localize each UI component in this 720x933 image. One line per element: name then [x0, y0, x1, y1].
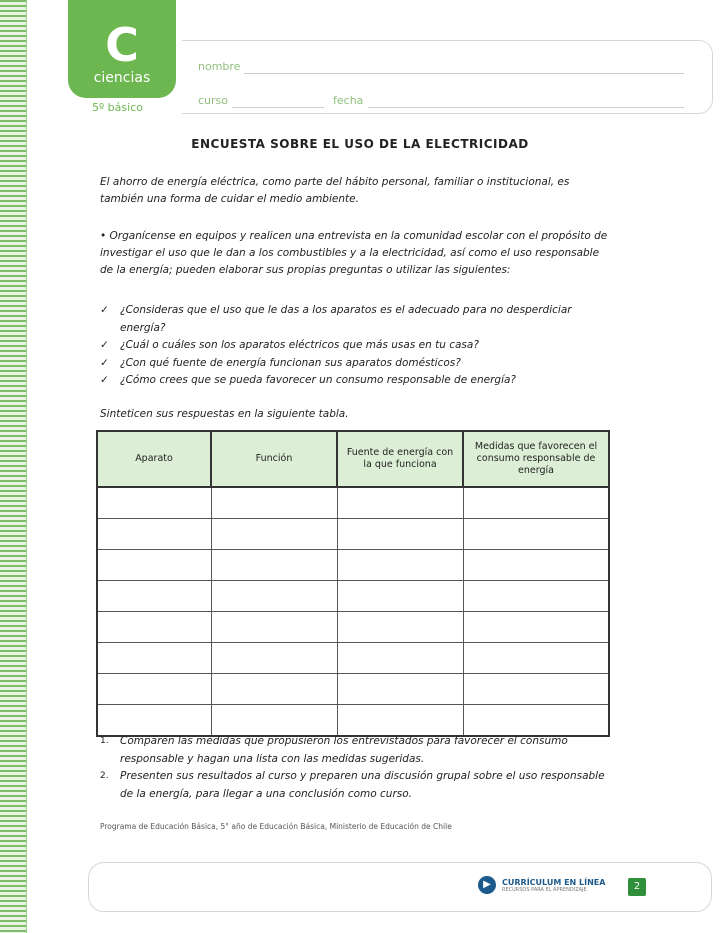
subject-badge	[68, 0, 176, 98]
fecha-label: fecha	[333, 94, 364, 107]
table-cell[interactable]	[337, 581, 463, 612]
steps-list	[100, 733, 610, 803]
table-cell[interactable]	[97, 581, 211, 612]
survey-table	[96, 430, 610, 737]
question-text: ¿Cuál o cuáles son los aparatos eléctricos que más usas en tu casa?	[120, 339, 479, 351]
curriculum-logo[interactable]	[478, 876, 605, 894]
question-text: ¿Con qué fuente de energía funcionan sus aparatos domésticos?	[120, 356, 461, 369]
table-header-aparato: Aparato	[97, 431, 211, 487]
table-header-medidas: Medidas que favorecen el consumo responsable de energía	[463, 431, 609, 487]
table-cell[interactable]	[463, 519, 609, 550]
check-icon: ✓	[100, 304, 109, 316]
table-header-fuente: Fuente de energía con la que funciona	[337, 431, 463, 487]
step-text: Presenten sus resultados al curso y preparen una discusión grupal sobre el uso responsable de la energía, para llegar a una conclusión como curso.	[120, 770, 605, 800]
table-cell[interactable]	[97, 705, 211, 737]
table-cell[interactable]	[211, 519, 337, 550]
table-cell[interactable]	[211, 612, 337, 643]
table-cell[interactable]	[211, 705, 337, 737]
table-cell[interactable]	[337, 612, 463, 643]
logo-subtitle: RECURSOS PARA EL APRENDIZAJE	[502, 886, 587, 893]
page-title: ENCUESTA SOBRE EL USO DE LA ELECTRICIDAD	[191, 137, 529, 151]
table-cell[interactable]	[211, 550, 337, 581]
table-cell[interactable]	[463, 487, 609, 519]
step-item	[100, 733, 610, 768]
table-cell[interactable]	[97, 519, 211, 550]
table-row	[97, 519, 609, 550]
student-info-box	[182, 40, 713, 114]
step-number: 1.	[100, 736, 109, 746]
grade-label: 5º básico	[92, 101, 143, 114]
table-row	[97, 487, 609, 519]
table-row	[97, 581, 609, 612]
source-citation: Programa de Educación Básica, 5° año de Educación Básica, Ministerio de Educación de Chile	[100, 822, 452, 831]
question-text: ¿Cómo crees que se pueda favorecer un consumo responsable de energía?	[120, 374, 517, 386]
table-cell[interactable]	[97, 487, 211, 519]
step-item	[100, 768, 610, 803]
table-row	[97, 674, 609, 705]
question-list	[100, 302, 610, 390]
table-row	[97, 550, 609, 581]
check-icon: ✓	[100, 339, 109, 351]
table-cell[interactable]	[97, 643, 211, 674]
subject-letter: C	[105, 18, 139, 72]
table-cell[interactable]	[97, 612, 211, 643]
question-item	[100, 355, 610, 373]
table-cell[interactable]	[463, 674, 609, 705]
table-cell[interactable]	[211, 487, 337, 519]
question-item	[100, 302, 610, 337]
table-cell[interactable]	[463, 612, 609, 643]
table-cell[interactable]	[211, 643, 337, 674]
intro-paragraph: El ahorro de energía eléctrica, como parte del hábito personal, familiar o institucional, es también una forma de cuidar el medio ambiente.	[100, 176, 570, 205]
step-number: 2.	[100, 771, 109, 781]
table-cell[interactable]	[211, 674, 337, 705]
subject-name: ciencias	[93, 70, 151, 86]
logo-title: CURRÍCULUM EN LÍNEA	[502, 877, 606, 887]
table-intro: Sinteticen sus respuestas en la siguiente tabla.	[100, 408, 349, 420]
curso-field[interactable]	[232, 107, 324, 108]
play-icon: ▶	[478, 876, 496, 894]
table-row	[97, 705, 609, 737]
question-text: ¿Consideras que el uso que le das a los aparatos es el adecuado para no desperdiciar energía?	[120, 304, 572, 334]
check-icon: ✓	[100, 356, 109, 369]
table-cell[interactable]	[463, 705, 609, 737]
table-cell[interactable]	[97, 550, 211, 581]
table-cell[interactable]	[337, 519, 463, 550]
table-cell[interactable]	[463, 643, 609, 674]
question-item	[100, 372, 610, 390]
footer-box	[88, 862, 712, 912]
table-cell[interactable]	[337, 550, 463, 581]
table-cell[interactable]	[97, 674, 211, 705]
instructions-paragraph: • Organícense en equipos y realicen una entrevista en la comunidad escolar con el propósito de investigar el uso que le dan a los combustibles y a la electricidad, así como el uso responsable de la energía; pueden elaborar sus propias preguntas o utilizar las siguientes:	[100, 230, 608, 276]
step-text: Comparen las medidas que propusieron los entrevistados para favorecer el consumo responsable y hagan una lista con las medidas sugeridas.	[120, 735, 568, 765]
table-header-funcion: Función	[211, 431, 337, 487]
nombre-field[interactable]	[244, 73, 684, 74]
table-cell[interactable]	[463, 550, 609, 581]
curso-label: curso	[198, 94, 229, 107]
table-cell[interactable]	[337, 705, 463, 737]
question-item	[100, 337, 610, 355]
fecha-field[interactable]	[368, 107, 684, 108]
table-cell[interactable]	[463, 581, 609, 612]
table-row	[97, 643, 609, 674]
table-cell[interactable]	[211, 581, 337, 612]
table-cell[interactable]	[337, 487, 463, 519]
table-cell[interactable]	[337, 674, 463, 705]
nombre-label: nombre	[198, 60, 241, 73]
table-body	[97, 487, 609, 736]
table-cell[interactable]	[337, 643, 463, 674]
page-number: 2	[628, 878, 646, 896]
check-icon: ✓	[100, 374, 109, 386]
table-row	[97, 612, 609, 643]
